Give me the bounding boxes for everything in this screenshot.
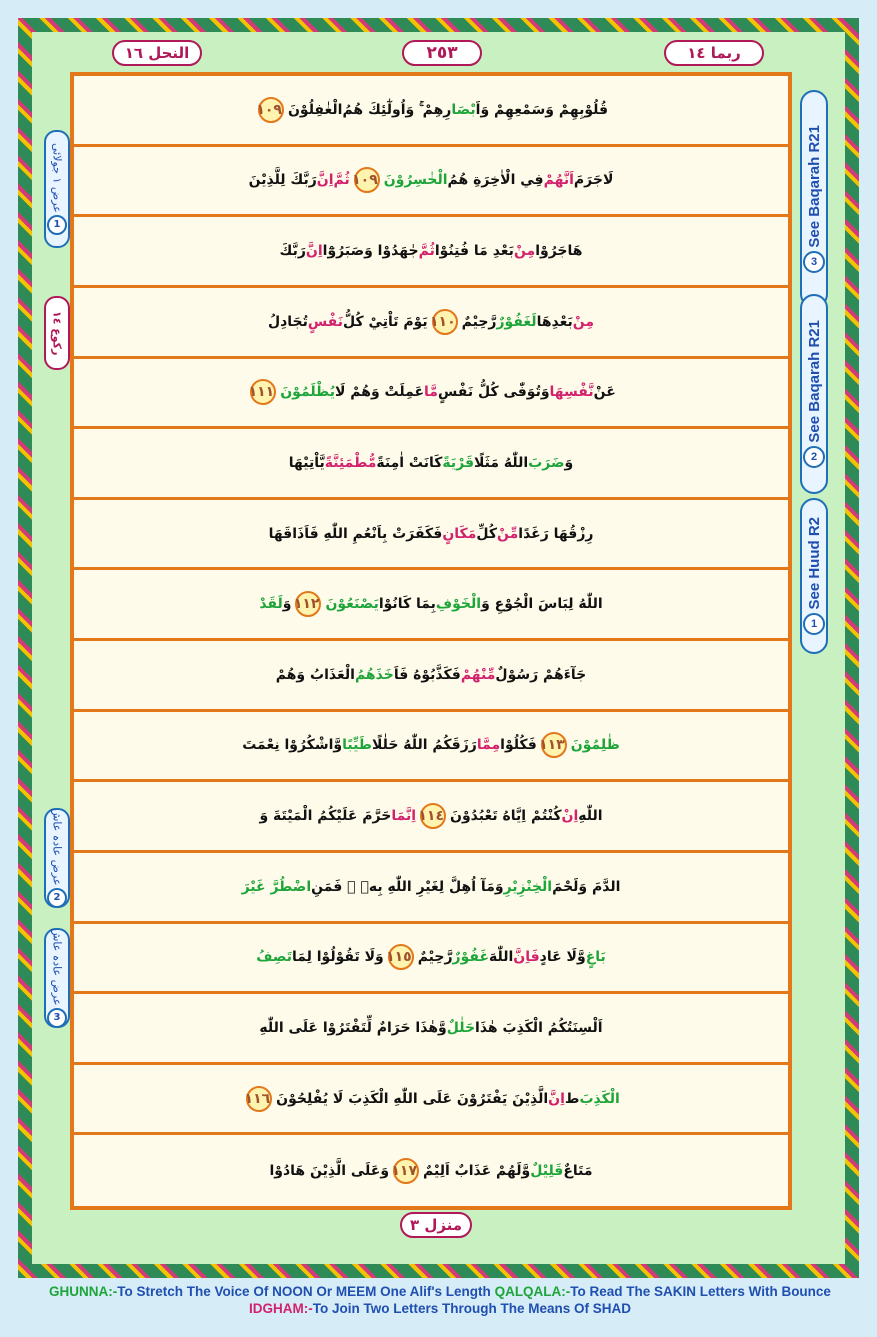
verse-segment: يَوْمَ تَاْتِيْ كُلُّ bbox=[343, 313, 428, 330]
verse-segment: مُّطْمَئِنَّةً bbox=[324, 454, 377, 471]
verse-segment: جٰهَدُوْا وَصَبَرُوْٓا bbox=[322, 243, 419, 260]
cross-ref-number: 2 bbox=[803, 446, 825, 468]
verse-segment: رَّحِيْمٌ bbox=[461, 313, 497, 330]
verse-segment: ثُمَّ bbox=[333, 172, 350, 189]
verse-segment: اِنَّمَا bbox=[391, 808, 417, 825]
verse-segment: وَ bbox=[282, 596, 292, 613]
verse-segment: بْصَا bbox=[451, 101, 476, 118]
margin-note-number: 3 bbox=[47, 1008, 67, 1028]
ayah-number-marker: ١١٤ bbox=[420, 803, 446, 829]
verse-segment: تَصِفُ bbox=[256, 949, 292, 966]
ayah-number-marker: ١٠٩ bbox=[258, 97, 284, 123]
verse-segment: اللّٰهُ لِبَاسَ الْجُوْعِ وَ bbox=[481, 596, 603, 613]
surah-name-label: النحل ١٦ bbox=[112, 40, 202, 66]
verse-segment: حَلٰلٌ bbox=[446, 1019, 476, 1036]
verse-segment: وَمَآ اُهِلَّ لِغَيْرِ اللّٰهِ بِهٖ ۚ فَمَنِ bbox=[311, 878, 504, 895]
verse-segment: يَصْنَعُوْنَ bbox=[325, 596, 379, 613]
verse-segment: اِنَّ bbox=[305, 243, 323, 260]
margin-note-3[interactable] bbox=[44, 928, 70, 1028]
verse-line bbox=[74, 924, 788, 995]
verse-line bbox=[74, 359, 788, 430]
verse-segment: لَقَدْ bbox=[259, 596, 283, 613]
verse-segment: وَ bbox=[564, 454, 574, 471]
verse-segment: طَيِّبًا bbox=[342, 737, 372, 754]
ayah-number-marker: ١٠٩ bbox=[354, 167, 380, 193]
legend-qalqala-text: To Read The SAKIN Letters With Bounce bbox=[570, 1284, 831, 1299]
verse-segment: وَلَا تَقُوْلُوْا لِمَا bbox=[291, 949, 384, 966]
verse-segment: فَكَفَرَتْ بِاَنْعُمِ اللّٰهِ فَاَذَاقَهَا bbox=[268, 525, 443, 542]
text-frame bbox=[70, 72, 792, 1210]
ruku-marker bbox=[44, 296, 70, 370]
verse-line bbox=[74, 782, 788, 853]
verse-line bbox=[74, 429, 788, 500]
verse-segment: ط bbox=[564, 1090, 580, 1107]
ayah-number-marker: ١١٦ bbox=[246, 1086, 272, 1112]
margin-note-number: 1 bbox=[47, 215, 67, 235]
verse-segment: مَّا bbox=[424, 384, 438, 401]
legend-ghunna-text: To Stretch The Voice Of NOON Or MEEM One Alif's Length bbox=[117, 1284, 491, 1299]
verse-segment: الْكَذِبَ bbox=[579, 1090, 620, 1107]
verse-segment: اِنَّ bbox=[548, 1090, 565, 1107]
verse-segment: مِنْ bbox=[513, 243, 536, 260]
verse-segment: قَلِيْلٌ bbox=[530, 1162, 564, 1179]
verse-line bbox=[74, 1065, 788, 1136]
verse-segment: ضَرَبَ bbox=[528, 454, 565, 471]
verse-segment: رَبَّكَ لِلَّذِيْنَ bbox=[248, 172, 317, 189]
cross-ref-label: See Huud R2 bbox=[805, 516, 823, 610]
verse-segment: اَنَّهُمْ bbox=[543, 172, 574, 189]
legend-idgham-key: IDGHAM:- bbox=[248, 1301, 313, 1316]
verse-segment: مَتَاعٌ bbox=[563, 1162, 593, 1179]
verse-line bbox=[74, 1135, 788, 1206]
verse-segment: اَلْسِنَتُكُمُ الْكَذِبَ هٰذَا bbox=[475, 1019, 603, 1036]
verse-segment: قَرْيَةً bbox=[442, 454, 475, 471]
verse-line bbox=[74, 288, 788, 359]
verse-segment: بَعْدِ مَا فُتِنُوْا bbox=[434, 243, 514, 260]
verse-segment: الدَّمَ وَلَحْمَ bbox=[552, 878, 621, 895]
verse-segment: هَاجَرُوْا bbox=[535, 243, 583, 260]
verse-line bbox=[74, 217, 788, 288]
ayah-number-marker: ١١١ bbox=[250, 379, 276, 405]
verse-line bbox=[74, 641, 788, 712]
cross-ref-number: 1 bbox=[803, 613, 825, 635]
cross-ref-label: See Baqarah R21 bbox=[805, 124, 823, 248]
ruku-text: رکوع ١٤ bbox=[50, 310, 64, 356]
cross-ref-tab-1[interactable] bbox=[800, 498, 828, 654]
ayah-number-marker: ١١٣ bbox=[541, 732, 567, 758]
verse-segment: خَذَهُمُ bbox=[354, 666, 394, 683]
verse-segment: اللّٰهِ bbox=[578, 808, 603, 825]
legend-qalqala-key: QALQALA:- bbox=[494, 1284, 571, 1299]
verse-segment: وَّلَهُمْ عَذَابٌ اَلِيْمٌ bbox=[423, 1162, 531, 1179]
verse-segment: رِزْقُهَا رَغَدًا bbox=[518, 525, 594, 542]
verse-segment: نَّفْسِهَا bbox=[549, 384, 594, 401]
verse-segment: وَّلَا عَادٍ bbox=[539, 949, 586, 966]
margin-note-text: عرض عادہ عاش bbox=[50, 807, 64, 886]
verse-segment: اضْطُرَّ غَيْرَ bbox=[241, 878, 312, 895]
verse-segment: رِهِمْ ۚ وَاُولٰٓئِكَ هُمُ bbox=[342, 101, 452, 118]
margin-note-number: 2 bbox=[47, 888, 67, 908]
verse-segment: تُجَادِلُ bbox=[267, 313, 308, 330]
verse-segment: اللّٰهُ مَثَلًا bbox=[474, 454, 529, 471]
manzil-label: منزل ٣ bbox=[400, 1212, 472, 1238]
verse-segment: فَكَذَّبُوْهُ فَاَ bbox=[393, 666, 461, 683]
verse-segment: لَاجَرَمَ bbox=[573, 172, 614, 189]
margin-note-2[interactable] bbox=[44, 808, 70, 908]
verse-segment: اللّٰهَ bbox=[489, 949, 514, 966]
verse-segment: جَآءَهُمْ رَسُوْلٌ bbox=[495, 666, 587, 683]
cross-ref-label: See Baqarah R21 bbox=[805, 319, 823, 443]
verse-segment: كَانَتْ اٰمِنَةً bbox=[376, 454, 443, 471]
verse-segment: مِنْ bbox=[572, 313, 595, 330]
margin-note-1[interactable] bbox=[44, 130, 70, 248]
verse-line bbox=[74, 76, 788, 147]
verse-line bbox=[74, 853, 788, 924]
verse-segment: عَمِلَتْ وَهُمْ لَا bbox=[334, 384, 425, 401]
verse-line bbox=[74, 147, 788, 218]
verse-segment: فِي الْاٰخِرَةِ هُمُ bbox=[447, 172, 544, 189]
verse-line bbox=[74, 712, 788, 783]
tajweed-legend bbox=[40, 1283, 840, 1317]
verse-segment: الْخِنْزِيْرِ bbox=[503, 878, 553, 895]
verse-segment: مِّنْ bbox=[497, 525, 519, 542]
verse-segment: الْعَذَابُ وَهُمْ bbox=[275, 666, 355, 683]
verse-segment: وَّاشْكُرُوْا نِعْمَتَ bbox=[242, 737, 343, 754]
verse-line bbox=[74, 500, 788, 571]
verse-segment: بَعْدِهَا bbox=[536, 313, 573, 330]
verse-segment: مِّنْهُمْ bbox=[460, 666, 496, 683]
cross-ref-tab-3[interactable] bbox=[800, 90, 828, 308]
verse-segment: حَرَّمَ عَلَيْكُمُ الْمَيْتَةَ وَ bbox=[259, 808, 392, 825]
verse-segment: لَغَفُوْرٌ bbox=[496, 313, 537, 330]
verse-segment: رَّحِيْمٌ bbox=[417, 949, 453, 966]
verse-segment: وَتُوَفّٰى كُلُّ نَفْسٍ bbox=[437, 384, 550, 401]
verse-segment: رَزَقَكُمُ اللّٰهُ حَلٰلًا bbox=[371, 737, 477, 754]
verse-segment: ثُمَّ bbox=[418, 243, 435, 260]
ayah-number-marker: ١١٢ bbox=[295, 591, 321, 617]
margin-note-text: عرض ١ جولائی bbox=[50, 142, 64, 213]
verse-segment: وَّهٰذَا حَرَامٌ لِّتَفْتَرُوْا عَلَى اللّٰهِ bbox=[259, 1019, 447, 1036]
verse-segment: كُلِّ bbox=[476, 525, 497, 542]
verse-segment: فَكُلُوْا bbox=[500, 737, 537, 754]
verse-line bbox=[74, 570, 788, 641]
legend-idgham-text: To Join Two Letters Through The Means Of SHAD bbox=[312, 1301, 631, 1316]
verse-segment: مَكَانٍ bbox=[442, 525, 477, 542]
verse-segment: الْخٰسِرُوْنَ bbox=[383, 172, 448, 189]
page-number: ٢٥٣ bbox=[402, 40, 482, 66]
verse-line bbox=[74, 994, 788, 1065]
verse-segment: الَّذِيْنَ يَفْتَرُوْنَ عَلَى اللّٰهِ الْكَذِبَ لَا يُفْلِحُوْنَ bbox=[276, 1090, 549, 1107]
verse-segment: غَفُوْرٌ bbox=[452, 949, 490, 966]
verse-segment: نَفْسٍ bbox=[307, 313, 344, 330]
verse-segment: رَبَّكَ bbox=[279, 243, 306, 260]
verse-segment: يَّاْتِيْهَا bbox=[288, 454, 325, 471]
verse-segment: كُنْتُمْ اِيَّاهُ تَعْبُدُوْنَ bbox=[450, 808, 562, 825]
verse-segment: عَنْ bbox=[593, 384, 616, 401]
verse-segment: وَعَلَى الَّذِيْنَ هَادُوْا bbox=[269, 1162, 390, 1179]
verse-segment: اِنَّ bbox=[316, 172, 334, 189]
verse-segment: قُلُوْبِهِمْ وَسَمْعِهِمْ وَاَ bbox=[475, 101, 609, 118]
margin-note-text: عرض عادہ عاش bbox=[50, 927, 64, 1006]
verse-segment: فَاِنَّ bbox=[513, 949, 540, 966]
verse-segment: بَاغٍ bbox=[585, 949, 606, 966]
verse-segment: الْخَوْفِ bbox=[435, 596, 482, 613]
ayah-number-marker: ١١٧ bbox=[393, 1158, 419, 1184]
cross-ref-number: 3 bbox=[803, 251, 825, 273]
page-header bbox=[112, 36, 764, 70]
verse-segment: يُظْلَمُوْنَ bbox=[280, 384, 335, 401]
legend-ghunna-key: GHUNNA:- bbox=[49, 1284, 118, 1299]
verse-segment: ظٰلِمُوْنَ bbox=[570, 737, 620, 754]
ayah-number-marker: ١١٥ bbox=[388, 944, 414, 970]
juz-name-label: ربما ١٤ bbox=[664, 40, 764, 66]
verse-lines bbox=[74, 76, 788, 1206]
verse-segment: الْغٰفِلُوْنَ bbox=[287, 101, 343, 118]
verse-segment: اِنْ bbox=[561, 808, 579, 825]
cross-ref-tab-2[interactable] bbox=[800, 294, 828, 494]
verse-segment: بِمَا كَانُوْا bbox=[378, 596, 436, 613]
verse-segment: مِمَّا bbox=[476, 737, 501, 754]
ayah-number-marker: ١١٠ bbox=[432, 309, 458, 335]
